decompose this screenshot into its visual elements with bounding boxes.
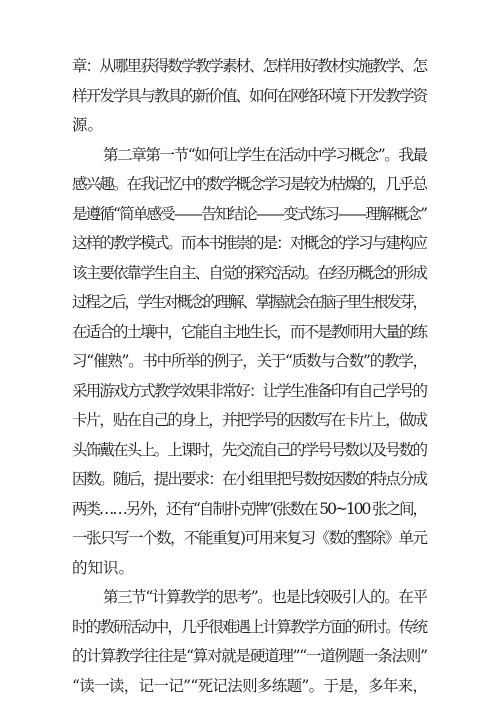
line-text: 第三节“计算教学的思考”。也是比较吸引人的。在平 <box>103 588 427 606</box>
paragraph-first-line <box>0 582 500 612</box>
text-line <box>0 81 500 111</box>
line-text: 在适合的土壤中，它能自主地生长，而不是教师用大量的练 <box>72 323 427 341</box>
text-line <box>0 258 500 288</box>
line-text: 感兴趣。在我记忆中的数学概念学习是较为枯燥的，几乎总 <box>72 175 427 193</box>
text-line <box>0 464 500 494</box>
line-text: 的计算教学往往是“算对就是硬道理”“一道例题一条法则” <box>72 647 427 665</box>
text-line <box>0 523 500 553</box>
text-line <box>0 435 500 465</box>
line-text: 的知识。 <box>72 559 135 577</box>
line-text: 采用游戏方式教学效果非常好：让学生准备印有自己学号的 <box>72 382 427 400</box>
paragraph-first-line <box>0 140 500 170</box>
line-text: 样开发学具与教具的新价值、如何在网络环境下开发教学资 <box>72 87 427 105</box>
text-line <box>0 317 500 347</box>
text-line <box>0 228 500 258</box>
text-line <box>0 405 500 435</box>
text-line <box>0 169 500 199</box>
text-line <box>0 641 500 671</box>
text-line <box>0 671 500 701</box>
line-text: 第二章第一节“如何让学生在活动中学习概念”。我最 <box>103 146 427 164</box>
line-text: 因数。随后，提出要求：在小组里把号数按因数的特点分成 <box>72 470 427 488</box>
line-text: 是遵循“简单感受——告知结论——变式练习——理解概念” <box>72 205 427 223</box>
line-text: 头饰戴在头上。上课时，先交流自己的学号号数以及号数的 <box>72 441 427 459</box>
text-line <box>0 287 500 317</box>
line-text: 该主要依靠学生自主、自觉的探究活动。在经历概念的形成 <box>72 264 427 282</box>
text-line <box>0 612 500 642</box>
text-line <box>0 376 500 406</box>
line-text: 源。 <box>72 116 104 134</box>
text-line <box>0 553 500 583</box>
text-line <box>0 346 500 376</box>
line-text: 一张只写一个数，不能重复)可用来复习《数的整除》单元 <box>72 529 427 547</box>
line-text: 这样的教学模式。而本书推崇的是：对概念的学习与建构应 <box>72 234 427 252</box>
line-text: 习“催熟”。书中所举的例子，关于“质数与合数”的教学， <box>72 352 427 370</box>
text-line <box>0 110 500 140</box>
line-text: 卡片，贴在自己的身上，并把学号的因数写在卡片上，做成 <box>72 411 427 429</box>
line-text: 两类……另外，还有“自制扑克牌”(张数在 50~100 张之间， <box>72 500 426 518</box>
text-line <box>0 494 500 524</box>
text-line <box>0 199 500 229</box>
line-text: 时的教研活动中，几乎很难遇上计算教学方面的研讨。传统 <box>72 618 427 636</box>
line-text: 过程之后，学生对概念的理解、掌握就会在脑子里生根发芽， <box>72 293 426 311</box>
line-text: “读一读，记一记”“死记法则多练题”。于是，多年来， <box>72 677 428 695</box>
text-line <box>0 51 500 81</box>
line-text: 章：从哪里获得数学教学素材、怎样用好教材实施教学、怎 <box>72 57 427 75</box>
